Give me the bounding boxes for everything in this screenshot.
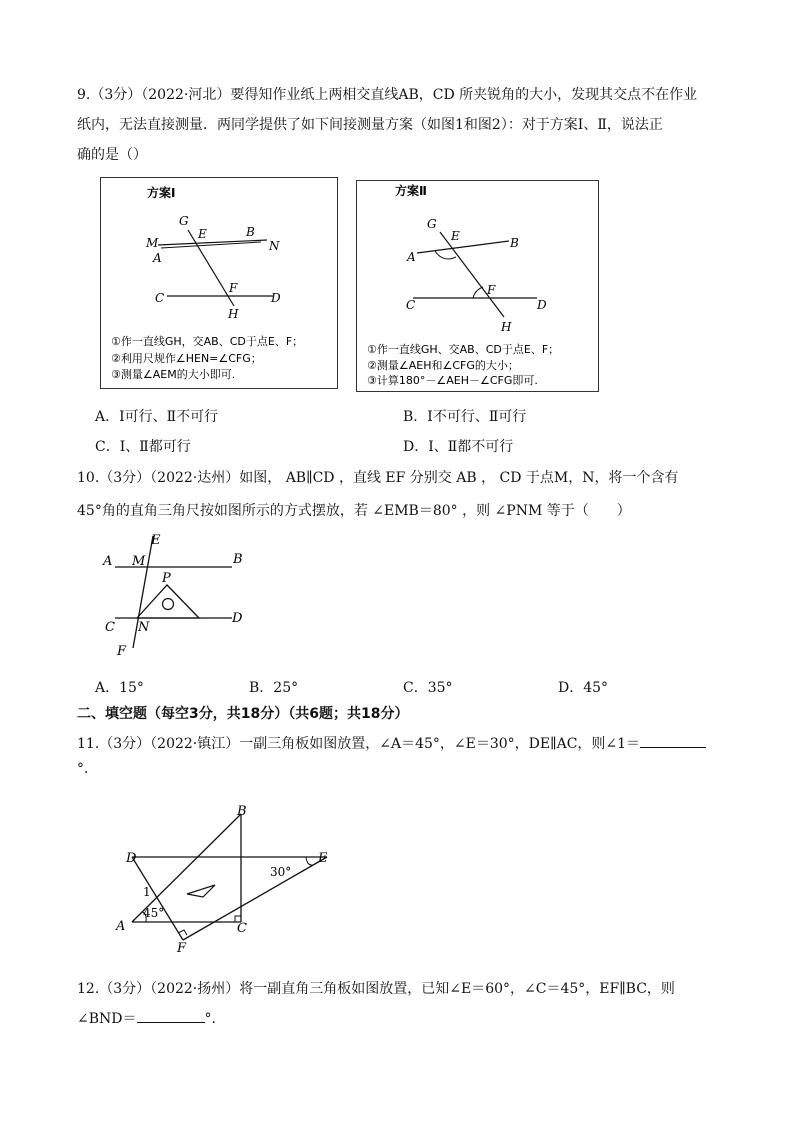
- q9-line-2: 纸内，无法直接测量．两同学提供了如下间接测量方案（如图1和图2）：对于方案Ⅰ、Ⅱ，说法正: [77, 117, 663, 133]
- plan2-step-3: ③计算180°－∠AEH－∠CFG即可.: [367, 374, 538, 387]
- plan1-label-n: N: [269, 239, 280, 253]
- set-square-triangle: [137, 585, 199, 618]
- q11-label-d: D: [126, 851, 137, 866]
- angle-aeh-arc: [435, 251, 456, 259]
- plan1-label-f: F: [229, 281, 238, 295]
- q11-line-1: [77, 733, 706, 753]
- plan1-label-h: H: [228, 307, 239, 321]
- q12-degree: °.: [204, 1011, 216, 1027]
- q10-option-d: D．45°: [558, 680, 609, 696]
- plan2-label-c: C: [406, 298, 416, 312]
- q9-line-1: 9.（3分）（2022·河北）要得知作业纸上两相交直线AB，CD 所夹锐角的大小，发现其交点不在作业: [77, 87, 698, 103]
- q10-label-p: P: [162, 571, 171, 586]
- angle-e-arc: [306, 857, 313, 865]
- section-heading-fill-in: 二、填空题（每空3分，共18分）（共6题；共18分）: [77, 706, 409, 722]
- df-edge: [132, 857, 183, 940]
- q10-option-a: A．15°: [95, 680, 144, 696]
- q11-text: 11.（3分）（2022·镇江）一副三角板如图放置，∠A＝45°，∠E＝30°，DE∥AC，则∠1＝: [77, 736, 641, 752]
- plan1-diagram: [101, 178, 337, 388]
- set-square-hole: [163, 599, 174, 610]
- q10-label-n: N: [138, 620, 150, 635]
- plan2-label-a: A: [407, 250, 416, 264]
- plan2-label-e: E: [451, 229, 460, 243]
- q10-label-m: M: [132, 554, 146, 569]
- q10-option-b: B．25°: [249, 680, 299, 696]
- plan2-step-2: ②测量∠AEH和∠CFG的大小；: [367, 359, 519, 372]
- q12-line-2: [77, 1008, 216, 1028]
- q10-option-c: C．35°: [403, 680, 453, 696]
- q10-label-c: C: [105, 620, 115, 635]
- q9-option-a: A．Ⅰ可行、Ⅱ不可行: [95, 409, 219, 425]
- q9-option-c: C．Ⅰ、Ⅱ都可行: [95, 439, 191, 455]
- plan1-title: 方案Ⅰ: [147, 186, 176, 200]
- plan1-label-g: G: [179, 214, 189, 228]
- q11-angle-30-label: 30°: [270, 865, 292, 879]
- q12-text: ∠BND＝: [77, 1011, 137, 1027]
- q9-option-d: D．Ⅰ、Ⅱ都不可行: [403, 439, 514, 455]
- plan2-step-1: ①作一直线GH、交AB、CD于点E、F；: [367, 343, 560, 356]
- line-ab-plan2: [417, 241, 509, 253]
- q11-label-e: E: [318, 851, 328, 866]
- plan1-step-3: ③测量∠AEM的大小即可.: [111, 368, 236, 381]
- q10-figure: [95, 528, 265, 663]
- q10-label-e: E: [151, 533, 161, 548]
- plan1-label-e: E: [198, 227, 207, 241]
- plan1-label-b: B: [246, 225, 255, 239]
- plan2-title: 方案Ⅱ: [395, 184, 427, 198]
- plan1-label-m: M: [146, 236, 159, 250]
- plan1-label-d: D: [271, 291, 281, 305]
- fe-edge: [183, 857, 327, 940]
- q9-option-b: B．Ⅰ不可行、Ⅱ可行: [403, 409, 527, 425]
- q11-label-f: F: [177, 941, 187, 956]
- plan2-label-d: D: [537, 298, 547, 312]
- plan1-figure: [100, 177, 338, 389]
- plan2-label-g: G: [427, 217, 437, 231]
- q10-label-a: A: [103, 554, 113, 569]
- plan1-step-1: ①作一直线GH，交AB、CD于点E、F；: [111, 335, 304, 348]
- plan2-label-f: F: [487, 283, 496, 297]
- line-gh-plan2: [440, 232, 504, 317]
- plan2-diagram: [357, 181, 598, 391]
- q11-angle-45-label: 45°: [143, 906, 165, 920]
- plan2-label-h: H: [501, 320, 512, 334]
- q11-answer-blank[interactable]: [640, 735, 706, 748]
- plan1-label-c: C: [155, 291, 165, 305]
- q12-line-1: 12.（3分）（2022·扬州）将一副直角三角板如图放置，已知∠E＝60°，∠C＝45°，EF∥BC，则: [77, 981, 675, 997]
- plan2-label-b: B: [510, 236, 519, 250]
- q11-label-c: C: [237, 921, 247, 936]
- q11-label-b: B: [237, 804, 247, 819]
- q11-figure: [110, 800, 340, 960]
- q10-line-2: 45°角的直角三角尺按如图所示的方式摆放，若 ∠EMB＝80° ，则 ∠PNM 等于（ ）: [77, 503, 631, 519]
- plan1-step-2: ②利用尺规作∠HEN=∠CFG；: [111, 352, 262, 365]
- q12-answer-blank[interactable]: [137, 1010, 205, 1023]
- q11-angle-1-label: 1: [143, 885, 151, 899]
- q11-label-a: A: [116, 919, 126, 934]
- angle-cfg-arc: [473, 287, 483, 298]
- q10-label-f: F: [117, 644, 127, 659]
- q9-line-3: 确的是（）: [77, 147, 147, 163]
- q10-label-d: D: [232, 611, 243, 626]
- plan2-figure: [356, 180, 599, 392]
- q10-label-b: B: [233, 552, 243, 567]
- plan1-label-a: A: [153, 251, 162, 265]
- q11-line-2: °.: [77, 761, 89, 777]
- q10-line-1: 10.（3分）（2022·达州）如图， AB∥CD ，直线 EF 分别交 AB ， CD 于点M，N，将一个含有: [77, 470, 679, 486]
- set-square-cutout: [187, 885, 215, 897]
